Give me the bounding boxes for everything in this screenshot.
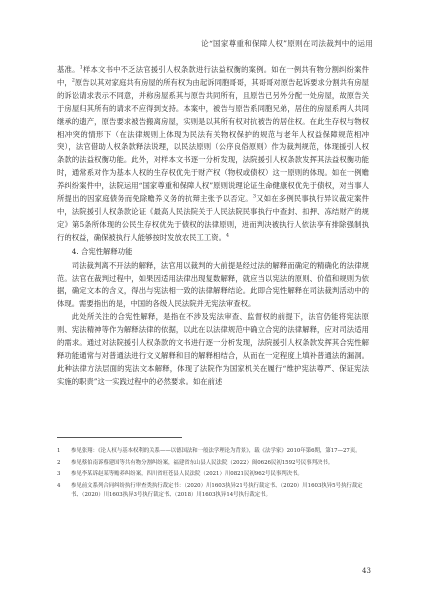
footnote-item (57, 459, 369, 468)
footnote-ref[interactable]: 2 (71, 77, 75, 84)
footnotes (57, 447, 369, 503)
page-number: 43 (362, 567, 371, 575)
footnote-number: 1 (57, 448, 61, 454)
running-header: 论“国家尊重和保障人权”原则在司法裁判中的运用 (201, 39, 373, 48)
footnote-number: 2 (57, 459, 61, 466)
paragraph-text: 又如在多例民事执行异议裁定案件中，法院援引人权条款论证《最高人民法院关于人民法院民事执行中查封、扣押、冻结财产的规定》第5条所体现的公民生存权优先于债权的法律原则，进而判决被执行人依法享有排除强制执行的权益，确保被执行人能够按时发放农民工工资。 (57, 194, 369, 242)
paragraph-text: 基准。 (57, 65, 80, 74)
footnote-item (57, 482, 369, 501)
paragraph-text: 样本文书中不乏法官援引人权条款进行法益权衡的案例。如在一例共有物分割纠纷案件中， (57, 65, 369, 87)
paragraph-2: 司法裁判离不开法的解释，法官用以裁判的大前提是经过法的解释而确定的精确化的法律规范。法官在裁判过程中，如果因适用法律出现复数解释，就应当以宪法的原则、价值和规则为依据，确定文本的含义，得出与宪法相一致的法律解释结论。此即合宪性解释在司法裁判活动中的体现。需要指出的是，中国的各级人民法院并无宪法审查权。 (57, 260, 369, 309)
footnote-text: 参见张翔：《论人权与基本权利的关系——以德国法和一般法学理论为背景》，载《法学家》2010年第6期，第17—27页。 (71, 448, 361, 454)
footnote-ref[interactable]: 3 (252, 193, 257, 200)
footnote-divider (57, 437, 182, 438)
footnote-ref[interactable]: 4 (225, 232, 230, 239)
footnote-text: 参见前文系列合同纠纷执行审查类执行裁定书：（2020）川1603执异21号执行裁定书、（2020）川1603执异5号执行裁定书、（2020）川1603执异3号执行裁定书、（2018）川1603执异14号执行裁定书。 (71, 482, 363, 499)
footnote-text: 参见蔡伯南诉蔡建国等共有物分割纠纷案，福建省东山县人民法院（2022）闽0626民初1592号民事判决书。 (71, 459, 334, 466)
body-text (57, 64, 369, 389)
footnote-item (57, 470, 369, 479)
paragraph-text: 原告以其对家庭共有房屋的所有权为由起诉同胞哥哥，其哥哥对原告起诉要求分割共有房屋的诉讼请求表示不同意，并称房屋系其与原告共同所有，且原告已另外分配一处房屋，故原告关于房屋归其所有的请求不应得到支持。本案中，被告与原告系同胞兄弟，居住的房屋系两人共同继承的遗产，原告要求被告搬离房屋，实则是以其所有权对抗被告的居住权。在此生存权与物权相冲突的情形下（在法律规则上体现为民法有关物权保护的规范与老年人权益保障规范相冲突），法官借助人权条款释法说理，以民法原则（公序良俗原则）作为裁判规范，体现援引人权条款的法益权衡功能。此外，对样本文书逐一分析发现，法院援引人权条款发挥其法益权衡功能时，通常系对作为基本人权的生存权优先于财产权（物权或债权）这一原则的体现。如在一例赡养纠纷案件中，法院运用“国家尊重和保障人权”原则说理论证生命健康权优先于债权，对当事人所提出的因家庭债务而免除赡养义务的抗辩主张予以否定。 (57, 77, 369, 204)
footnote-ref[interactable]: 1 (79, 64, 83, 71)
footnote-number: 3 (57, 471, 61, 478)
footnote-number: 4 (57, 482, 61, 489)
paragraph-1 (57, 64, 369, 245)
footnote-item (57, 447, 369, 456)
footnote-text: 参见李某诉赵某等赡养纠纷案，四川省旺苍县人民法院（2021）川0821民初962号民事判决书。 (71, 471, 303, 478)
section-subheading: 4. 合宪性解释功能 (71, 246, 133, 256)
paragraph-3: 此处所关注的合宪性解释，是指在不涉及宪法审查、监督权的前提下，法官仍能将宪法原则、宪法精神等作为解释法律的依据，以此在以法律规范中确立合宪的法律解释，应对司法适用的需求。通过对法院援引人权条款的文书进行逐一分析发现，法院援引人权条款发挥其合宪性解释功能通常与对普通法进行文义解释和目的解释相结合，从而在一定程度上填补普通法的漏洞。此种法律方法层面的宪法文本解释，体现了法院作为国家机关在履行“维护宪法尊严、保证宪法实施的职责”这一实践过程中的必然要求。如在前述 (57, 312, 369, 386)
